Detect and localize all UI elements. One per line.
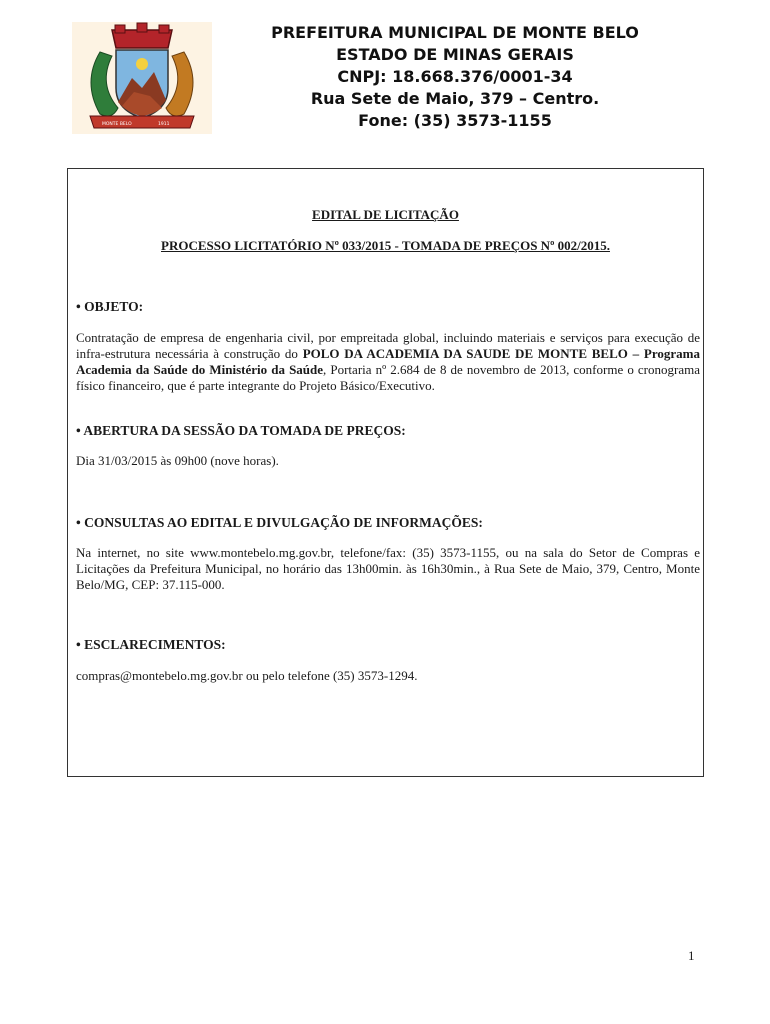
svg-text:MONTE BELO: MONTE BELO bbox=[102, 122, 132, 127]
municipal-coat-of-arms-icon bbox=[72, 22, 212, 134]
page-header bbox=[222, 22, 688, 132]
abertura-text: Dia 31/03/2015 às 09h00 (nove horas). bbox=[76, 453, 279, 468]
objeto-heading: • OBJETO: bbox=[76, 299, 144, 314]
esclarecimentos-text: compras@montebelo.mg.gov.br ou pelo telefone (35) 3573-1294. bbox=[76, 668, 418, 683]
document-subtitle: PROCESSO LICITATÓRIO Nº 033/2015 - TOMADA DE PREÇOS Nº 002/2015. bbox=[161, 238, 610, 253]
svg-text:1911: 1911 bbox=[158, 122, 170, 127]
consultas-text: Na internet, no site www.montebelo.mg.gov.br, telefone/fax: (35) 3573-1155, ou na sala do Setor de Compras e Licitações da Prefeitura Municipal, no horário das 13h00min. às 16h30min., à Rua Sete de Maio, 379, Centro, Monte Belo/MG, CEP: 37.115-000. bbox=[76, 545, 700, 592]
notice-box bbox=[67, 168, 704, 777]
objeto-text: Contratação de empresa de engenharia civil, por empreitada global, incluindo materiais e serviços para execução de infra-estrutura necessária à construção do POLO DA ACADEMIA DA SAUDE DE MONTE BELO – Programa Academia da Saúde do Ministério da Saúde, Portaria nº 2.684 de 8 de novembro de 2013, conforme o cronograma físico financeiro, que é parte integrante do Projeto Básico/Executivo. bbox=[76, 330, 700, 393]
abertura-heading: • ABERTURA DA SESSÃO DA TOMADA DE PREÇOS: bbox=[76, 423, 406, 438]
page-number: 1 bbox=[688, 948, 695, 963]
consultas-heading: • CONSULTAS AO EDITAL E DIVULGAÇÃO DE INFORMAÇÕES: bbox=[76, 515, 483, 530]
header-address: Rua Sete de Maio, 379 – Centro. bbox=[310, 89, 600, 108]
document-title: EDITAL DE LICITAÇÃO bbox=[312, 207, 459, 222]
header-state: ESTADO DE MINAS GERAIS bbox=[336, 45, 574, 64]
header-cnpj: CNPJ: 18.668.376/0001-34 bbox=[337, 67, 573, 86]
esclarecimentos-heading: • ESCLARECIMENTOS: bbox=[76, 637, 226, 652]
header-phone: Fone: (35) 3573-1155 bbox=[358, 111, 552, 130]
header-municipality: PREFEITURA MUNICIPAL DE MONTE BELO bbox=[271, 23, 639, 42]
